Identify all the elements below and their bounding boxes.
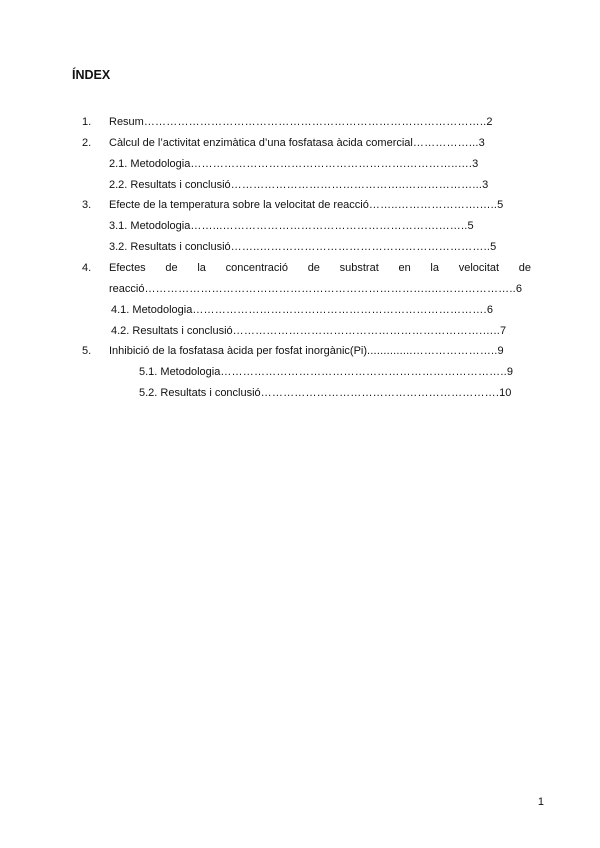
- toc-entry: [109, 136, 529, 150]
- toc-entry-text: Inhibició de la fosfatasa àcida per fosfat inorgànic(Pi): [109, 345, 368, 357]
- toc-entry: [109, 240, 529, 254]
- toc-entry-text: 5.1. Metodologia: [139, 366, 221, 378]
- toc-leader-dots: ……..……………………………………………………..: [230, 241, 491, 253]
- toc-leader-dots: ……………………………………………………….: [260, 387, 500, 399]
- toc-page: 9: [506, 366, 513, 378]
- toc-leader-dots: …………………………………………………………………..: [220, 366, 507, 378]
- toc-page: 7: [500, 325, 507, 337]
- toc-entry-text-continued: reacció: [109, 283, 145, 295]
- page-number: 1: [537, 796, 544, 808]
- toc-leader-dots: ………………………………………..………………...: [230, 179, 483, 191]
- toc-number: 3.: [82, 199, 92, 211]
- toc-title: ÍNDEX: [72, 68, 111, 82]
- toc-entry-text: Càlcul de l’activitat enzimàtica d’una fosfatasa àcida comercial: [109, 137, 413, 149]
- toc-page: 5: [497, 199, 504, 211]
- toc-entry: [111, 324, 529, 338]
- toc-page: 5: [467, 220, 474, 232]
- toc-entry-text: 4.2. Resultats i conclusió: [111, 325, 233, 337]
- toc-number: 1.: [82, 116, 92, 128]
- toc-number: 4.: [82, 262, 92, 274]
- toc-page: 2: [486, 116, 493, 128]
- toc-entry-text: Efecte de la temperatura sobre la velocitat de reacció: [109, 199, 369, 211]
- toc-leader-dots: ……………...: [412, 137, 479, 149]
- toc-leader-dots: ……...………………………………………………….……..: [190, 220, 468, 232]
- toc-entry-text: Resum: [109, 116, 144, 128]
- toc-entry: [109, 282, 529, 296]
- toc-leader-dots: ..............…………………..: [367, 345, 498, 357]
- toc-number: 2.: [82, 137, 92, 149]
- toc-entry: [109, 219, 529, 233]
- toc-page: 6: [486, 304, 493, 316]
- toc-entry: [139, 386, 531, 400]
- toc-entry: [109, 115, 529, 129]
- toc-leader-dots: …………………………………………………………………….: [192, 304, 487, 316]
- toc-page: 5: [490, 241, 497, 253]
- toc-page: 3: [472, 158, 479, 170]
- toc-page: 10: [499, 387, 512, 399]
- toc-page: 9: [497, 345, 504, 357]
- toc-entry: [111, 303, 529, 317]
- toc-entry-text: 3.1. Metodologia: [109, 220, 191, 232]
- toc-entry: [109, 344, 531, 358]
- toc-page: 3: [478, 137, 485, 149]
- toc-entry: [109, 157, 529, 171]
- toc-leader-dots: …………………………………………………………………..…………………..: [144, 283, 516, 295]
- toc-entry-text: 2.1. Metodologia: [109, 158, 191, 170]
- toc-entry: [139, 365, 531, 379]
- toc-entry-text: 3.2. Resultats i conclusió: [109, 241, 231, 253]
- toc-leader-dots: ………………………………………………………………………………..: [143, 116, 487, 128]
- toc-entry-text: Efectes de la concentració de substrat en la velocitat de: [109, 262, 531, 274]
- toc-leader-dots: ………………………………………………….…………..….: [190, 158, 473, 170]
- toc-leader-dots: ………………………………………………………….…..: [232, 325, 501, 337]
- toc-leader-dots: ……..………………….…..: [368, 199, 498, 211]
- toc-entry-text: 5.2. Resultats i conclusió: [139, 387, 261, 399]
- toc-entry-text: 4.1. Metodologia: [111, 304, 193, 316]
- toc-page: 3: [482, 179, 489, 191]
- toc-number: 5.: [82, 345, 92, 357]
- toc-entry-text: 2.2. Resultats i conclusió: [109, 179, 231, 191]
- toc-entry: [109, 178, 529, 192]
- toc-entry: [109, 198, 529, 212]
- toc-page: 6: [515, 283, 523, 295]
